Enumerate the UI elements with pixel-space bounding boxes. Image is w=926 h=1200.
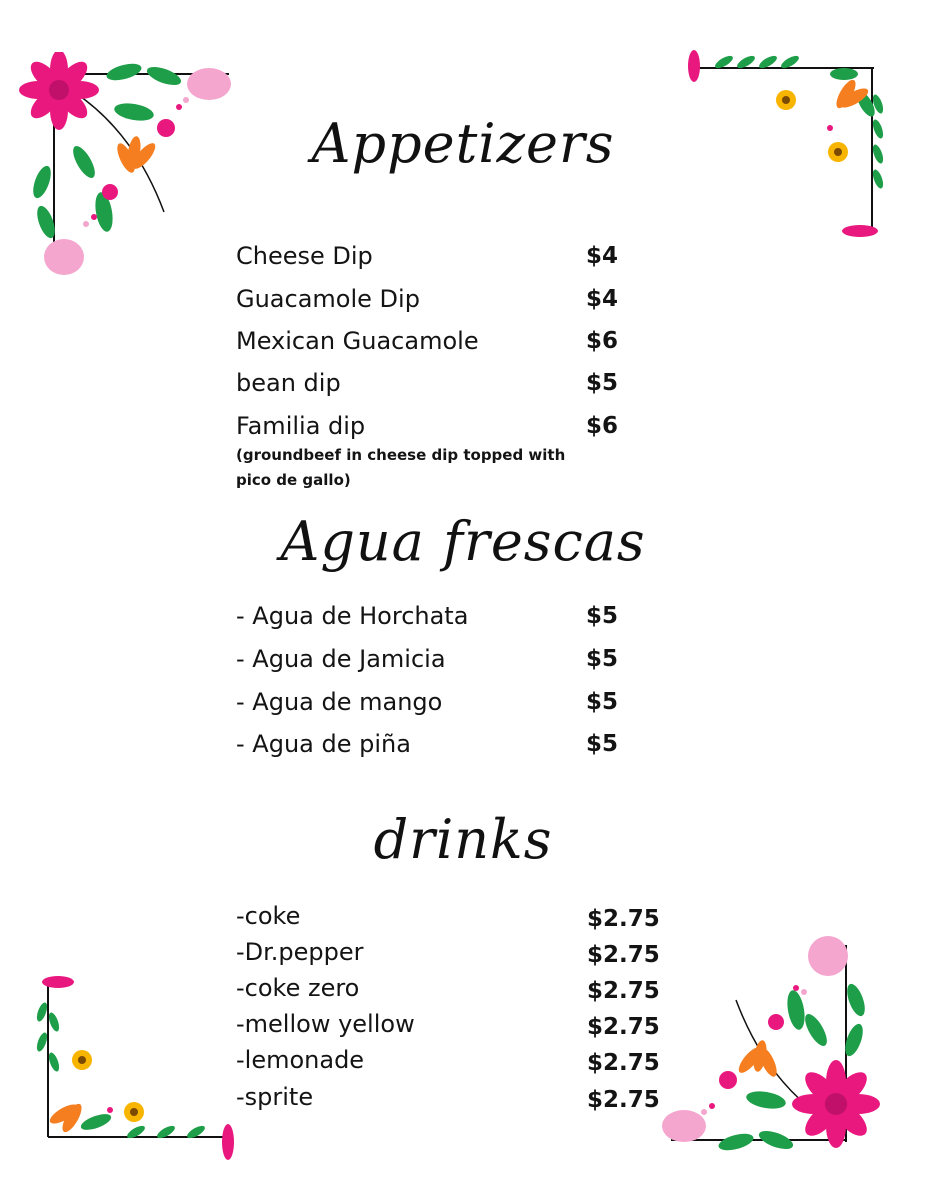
menu-item-name: Guacamole Dip [236,285,420,313]
menu-item-name: -coke zero [236,974,360,1002]
menu-item-price: $4 [586,243,619,269]
menu-item-price: $2.75 [587,1014,660,1040]
menu-item-price: $2.75 [587,942,660,968]
menu-item-price: $5 [586,689,619,715]
menu-item-name: Cheese Dip [236,242,373,270]
menu-item-name: -Dr.pepper [236,938,364,966]
menu-item-name: -coke [236,902,301,930]
menu-item-name: - Agua de piña [236,730,411,758]
menu-item-name: Familia dip [236,412,366,440]
menu-item-name: bean dip [236,369,341,397]
drinks-heading: drinks [373,808,553,871]
menu-item-price: $5 [586,731,619,757]
agua-frescas-heading: Agua frescas [280,510,646,573]
menu-item-price: $2.75 [587,1050,660,1076]
menu-item-price: $6 [586,328,619,354]
menu-item-price: $2.75 [587,906,660,932]
menu-item-price: $2.75 [587,1087,660,1113]
menu-item-price: $5 [586,646,619,672]
menu-item-price: $2.75 [587,978,660,1004]
floral-corner-bottom-right [656,930,886,1165]
menu-item-name: - Agua de mango [236,688,443,716]
menu-item-price: $4 [586,286,619,312]
menu-item-name: -sprite [236,1083,314,1111]
menu-item-price: $5 [586,603,619,629]
menu-item-name: Mexican Guacamole [236,327,479,355]
menu-item-name: -mellow yellow [236,1010,415,1038]
menu-item-price: $5 [586,370,619,396]
menu-item-name: -lemonade [236,1046,365,1074]
menu-item-name: - Agua de Jamicia [236,645,446,673]
appetizers-heading: Appetizers [311,112,615,175]
menu-item-price: $6 [586,413,619,439]
menu-item-name: - Agua de Horchata [236,602,469,630]
menu-item-description: (groundbeef in cheese dip topped with pico de gallo) [236,446,566,489]
floral-corner-bottom-left [36,972,236,1172]
